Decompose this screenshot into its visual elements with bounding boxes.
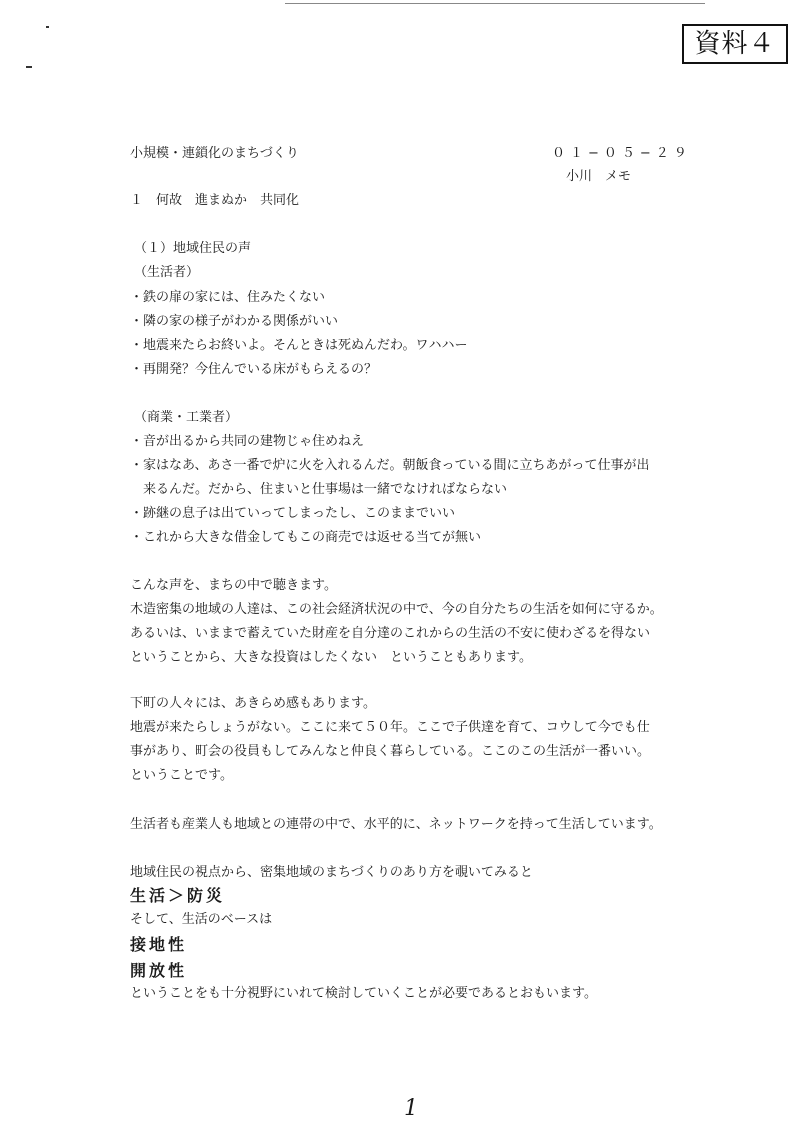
list-item: ・再開発？今住んでいる床がもらえるの？	[130, 362, 378, 377]
list-item: ・跡継の息子は出ていってしまったし、このままでいい	[130, 506, 456, 521]
emphasis-ground-contact: 接地性	[130, 935, 188, 954]
residents-heading: （生活者）	[134, 265, 200, 280]
paragraph-line: あるいは、いままで蓄えていた財産を自分達のこれからの生活の不安に使わざるを得ない	[130, 626, 651, 641]
list-item: ・家はなあ、あさ一番で炉に火を入れるんだ。朝飯食っている間に立ちあがって仕事が出	[130, 458, 650, 473]
paragraph-line: ということから、大きな投資はしたくない ということもあります。	[130, 650, 532, 665]
list-item: ・隣の家の様子がわかる関係がいい	[130, 314, 339, 329]
scan-speck	[26, 66, 32, 68]
business-heading: （商業・工業者）	[134, 410, 239, 425]
scan-speck	[46, 26, 49, 28]
list-item-continuation: 来るんだ。だから、住まいと仕事場は一緒でなければならない	[130, 482, 508, 497]
paragraph-line: 事があり、町会の役員もしてみんなと仲良く暮らしている。ここのこの生活が一番いい。	[130, 744, 651, 759]
scan-top-rule	[285, 3, 705, 4]
memo-date: ０１−０５−２９	[552, 146, 692, 161]
paragraph-line: こんな声を、まちの中で聴きます。	[130, 578, 337, 593]
subsection-heading: （１）地域住民の声	[134, 241, 252, 256]
paragraph-line: そして、生活のベースは	[130, 912, 273, 927]
list-item: ・地震来たらお終いよ。そんときは死ぬんだわ。ワハハー	[130, 338, 468, 353]
memo-author: 小川 メモ	[566, 169, 632, 184]
list-item: ・音が出るから共同の建物じゃ住めねえ	[130, 434, 365, 449]
list-item: ・鉄の扉の家には、住みたくない	[130, 290, 326, 305]
paragraph-line: 生活者も産業人も地域との連帯の中で、水平的に、ネットワークを持って生活しています。	[130, 817, 662, 832]
document-number-badge: 資料４	[682, 24, 788, 64]
list-item: ・これから大きな借金してもこの商売では返せる当てが無い	[130, 530, 482, 545]
paragraph-line: 地域住民の視点から、密集地域のまちづくりのあり方を覗いてみると	[130, 865, 533, 880]
section-heading: １ 何故 進まぬか 共同化	[130, 193, 300, 208]
paragraph-line: 下町の人々には、あきらめ感もあります。	[130, 696, 376, 711]
paragraph-line: 木造密集の地域の人達は、この社会経済状況の中で、今の自分たちの生活を如何に守るか。	[130, 602, 663, 617]
paragraph-line: ということです。	[130, 768, 233, 783]
emphasis-life-over-disaster: 生活＞防災	[130, 886, 226, 905]
page-number: 1	[404, 1096, 418, 1121]
memo-title: 小規模・連鎖化のまちづくり	[130, 146, 299, 161]
emphasis-openness: 開放性	[130, 961, 188, 980]
closing-line: ということをも十分視野にいれて検討していくことが必要であるとおもいます。	[130, 986, 597, 1001]
paragraph-line: 地震が来たらしょうがない。ここに来て５０年。ここで子供達を育て、コウして今でも仕	[130, 720, 650, 735]
